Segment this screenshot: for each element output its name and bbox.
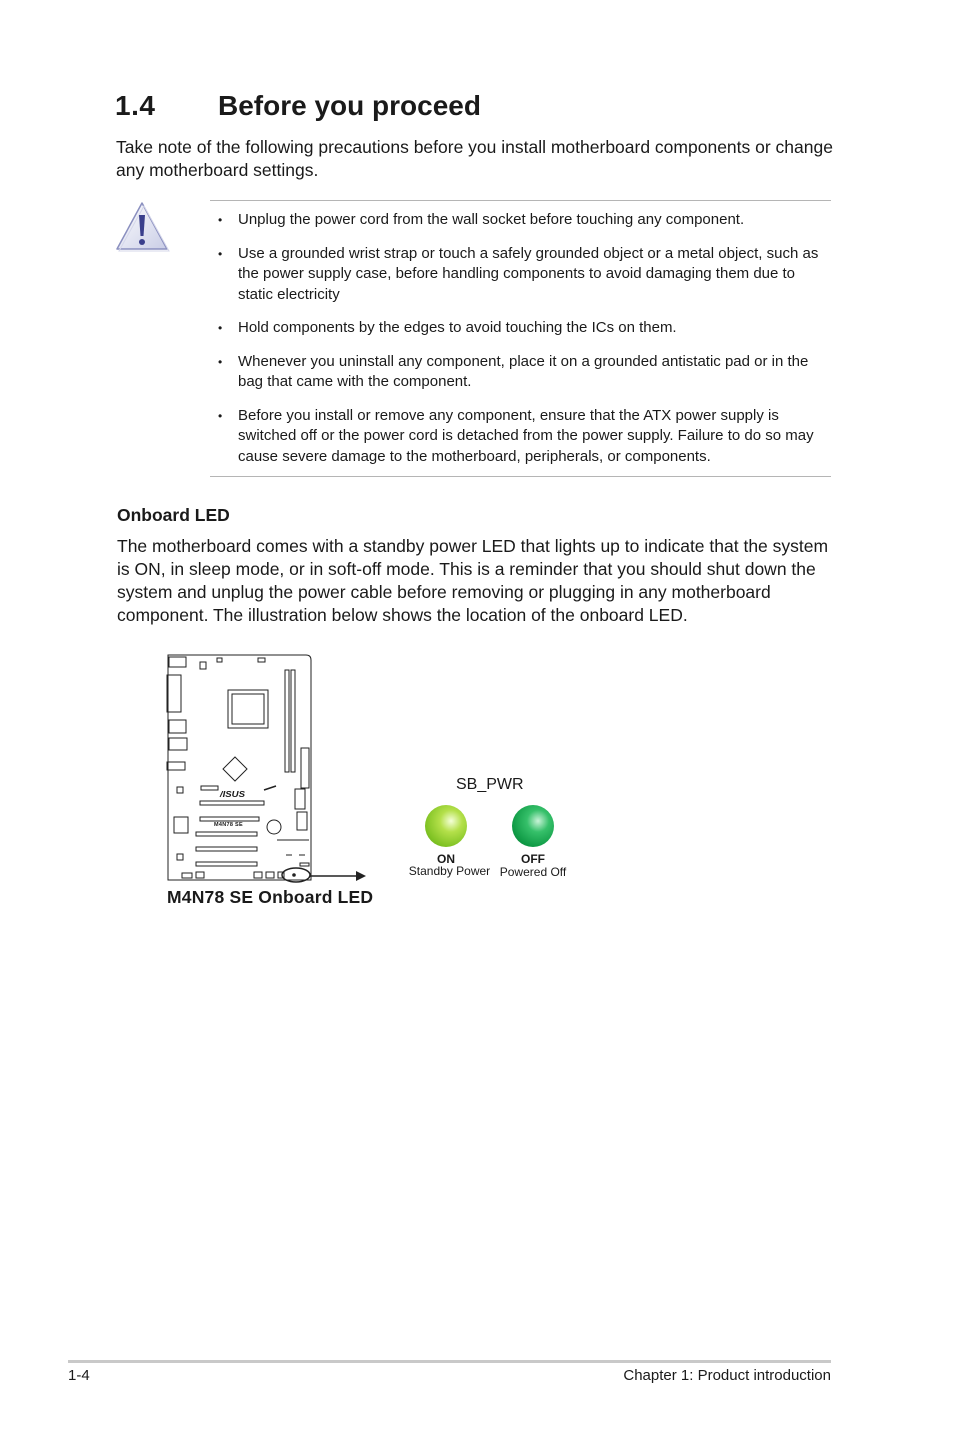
section-title: Before you proceed bbox=[218, 90, 481, 121]
section-number: 1.4 bbox=[115, 90, 156, 121]
motherboard-diagram bbox=[160, 650, 590, 920]
warning-bottom-rule bbox=[210, 476, 831, 477]
motherboard-layout-icon bbox=[160, 650, 590, 920]
chapter-title: Chapter 1: Product introduction bbox=[623, 1367, 831, 1384]
board-logo: /ISUS bbox=[219, 790, 245, 799]
diagram-caption: M4N78 SE Onboard LED bbox=[167, 887, 374, 907]
led-off-state: OFF bbox=[521, 852, 545, 866]
list-item: • Use a grounded wrist strap or touch a safely grounded object or a metal object, such as the power supply case, before handling components to avoid damaging them due to static electricity bbox=[218, 244, 819, 303]
led-on-icon bbox=[425, 805, 467, 847]
led-off-description: Powered Off bbox=[499, 865, 567, 879]
led-on-state: ON bbox=[437, 852, 455, 866]
warning-triangle-icon bbox=[114, 199, 170, 253]
page-number: 1-4 bbox=[68, 1367, 90, 1384]
footer-rule bbox=[68, 1360, 831, 1363]
intro-paragraph: Take note of the following precautions before you install motherboard components or change any motherboard settings. bbox=[116, 137, 833, 180]
precautions-list bbox=[218, 210, 830, 480]
warning-top-rule bbox=[210, 200, 831, 201]
led-off-icon bbox=[512, 805, 554, 847]
list-item: • Whenever you uninstall any component, place it on a grounded antistatic pad or in the bag that came with the component. bbox=[218, 352, 809, 390]
onboard-led-heading: Onboard LED bbox=[117, 505, 230, 525]
list-item: • Hold components by the edges to avoid touching the ICs on them. bbox=[218, 319, 677, 336]
onboard-led-paragraph: The motherboard comes with a standby power LED that lights up to indicate that the system is ON, in sleep mode, or in soft-off mode. This is a reminder that you should shut down the system and unplug the power cable before removing or plugging in any motherboard component. The illustration below shows the location of the onboard LED. bbox=[117, 536, 829, 625]
sb-pwr-led-location bbox=[292, 873, 296, 877]
board-model-label: M4N78 SE bbox=[214, 822, 243, 828]
led-on-description: Standby Power bbox=[408, 864, 491, 878]
list-item: • Before you install or remove any component, ensure that the ATX power supply is switched off or the power cord is detached from the power supply. Failure to do so may cause severe damage to the motherboard, peripherals, or components. bbox=[218, 406, 814, 465]
list-item: • Unplug the power cord from the wall socket before touching any component. bbox=[218, 211, 745, 228]
led-name: SB_PWR bbox=[456, 776, 524, 793]
